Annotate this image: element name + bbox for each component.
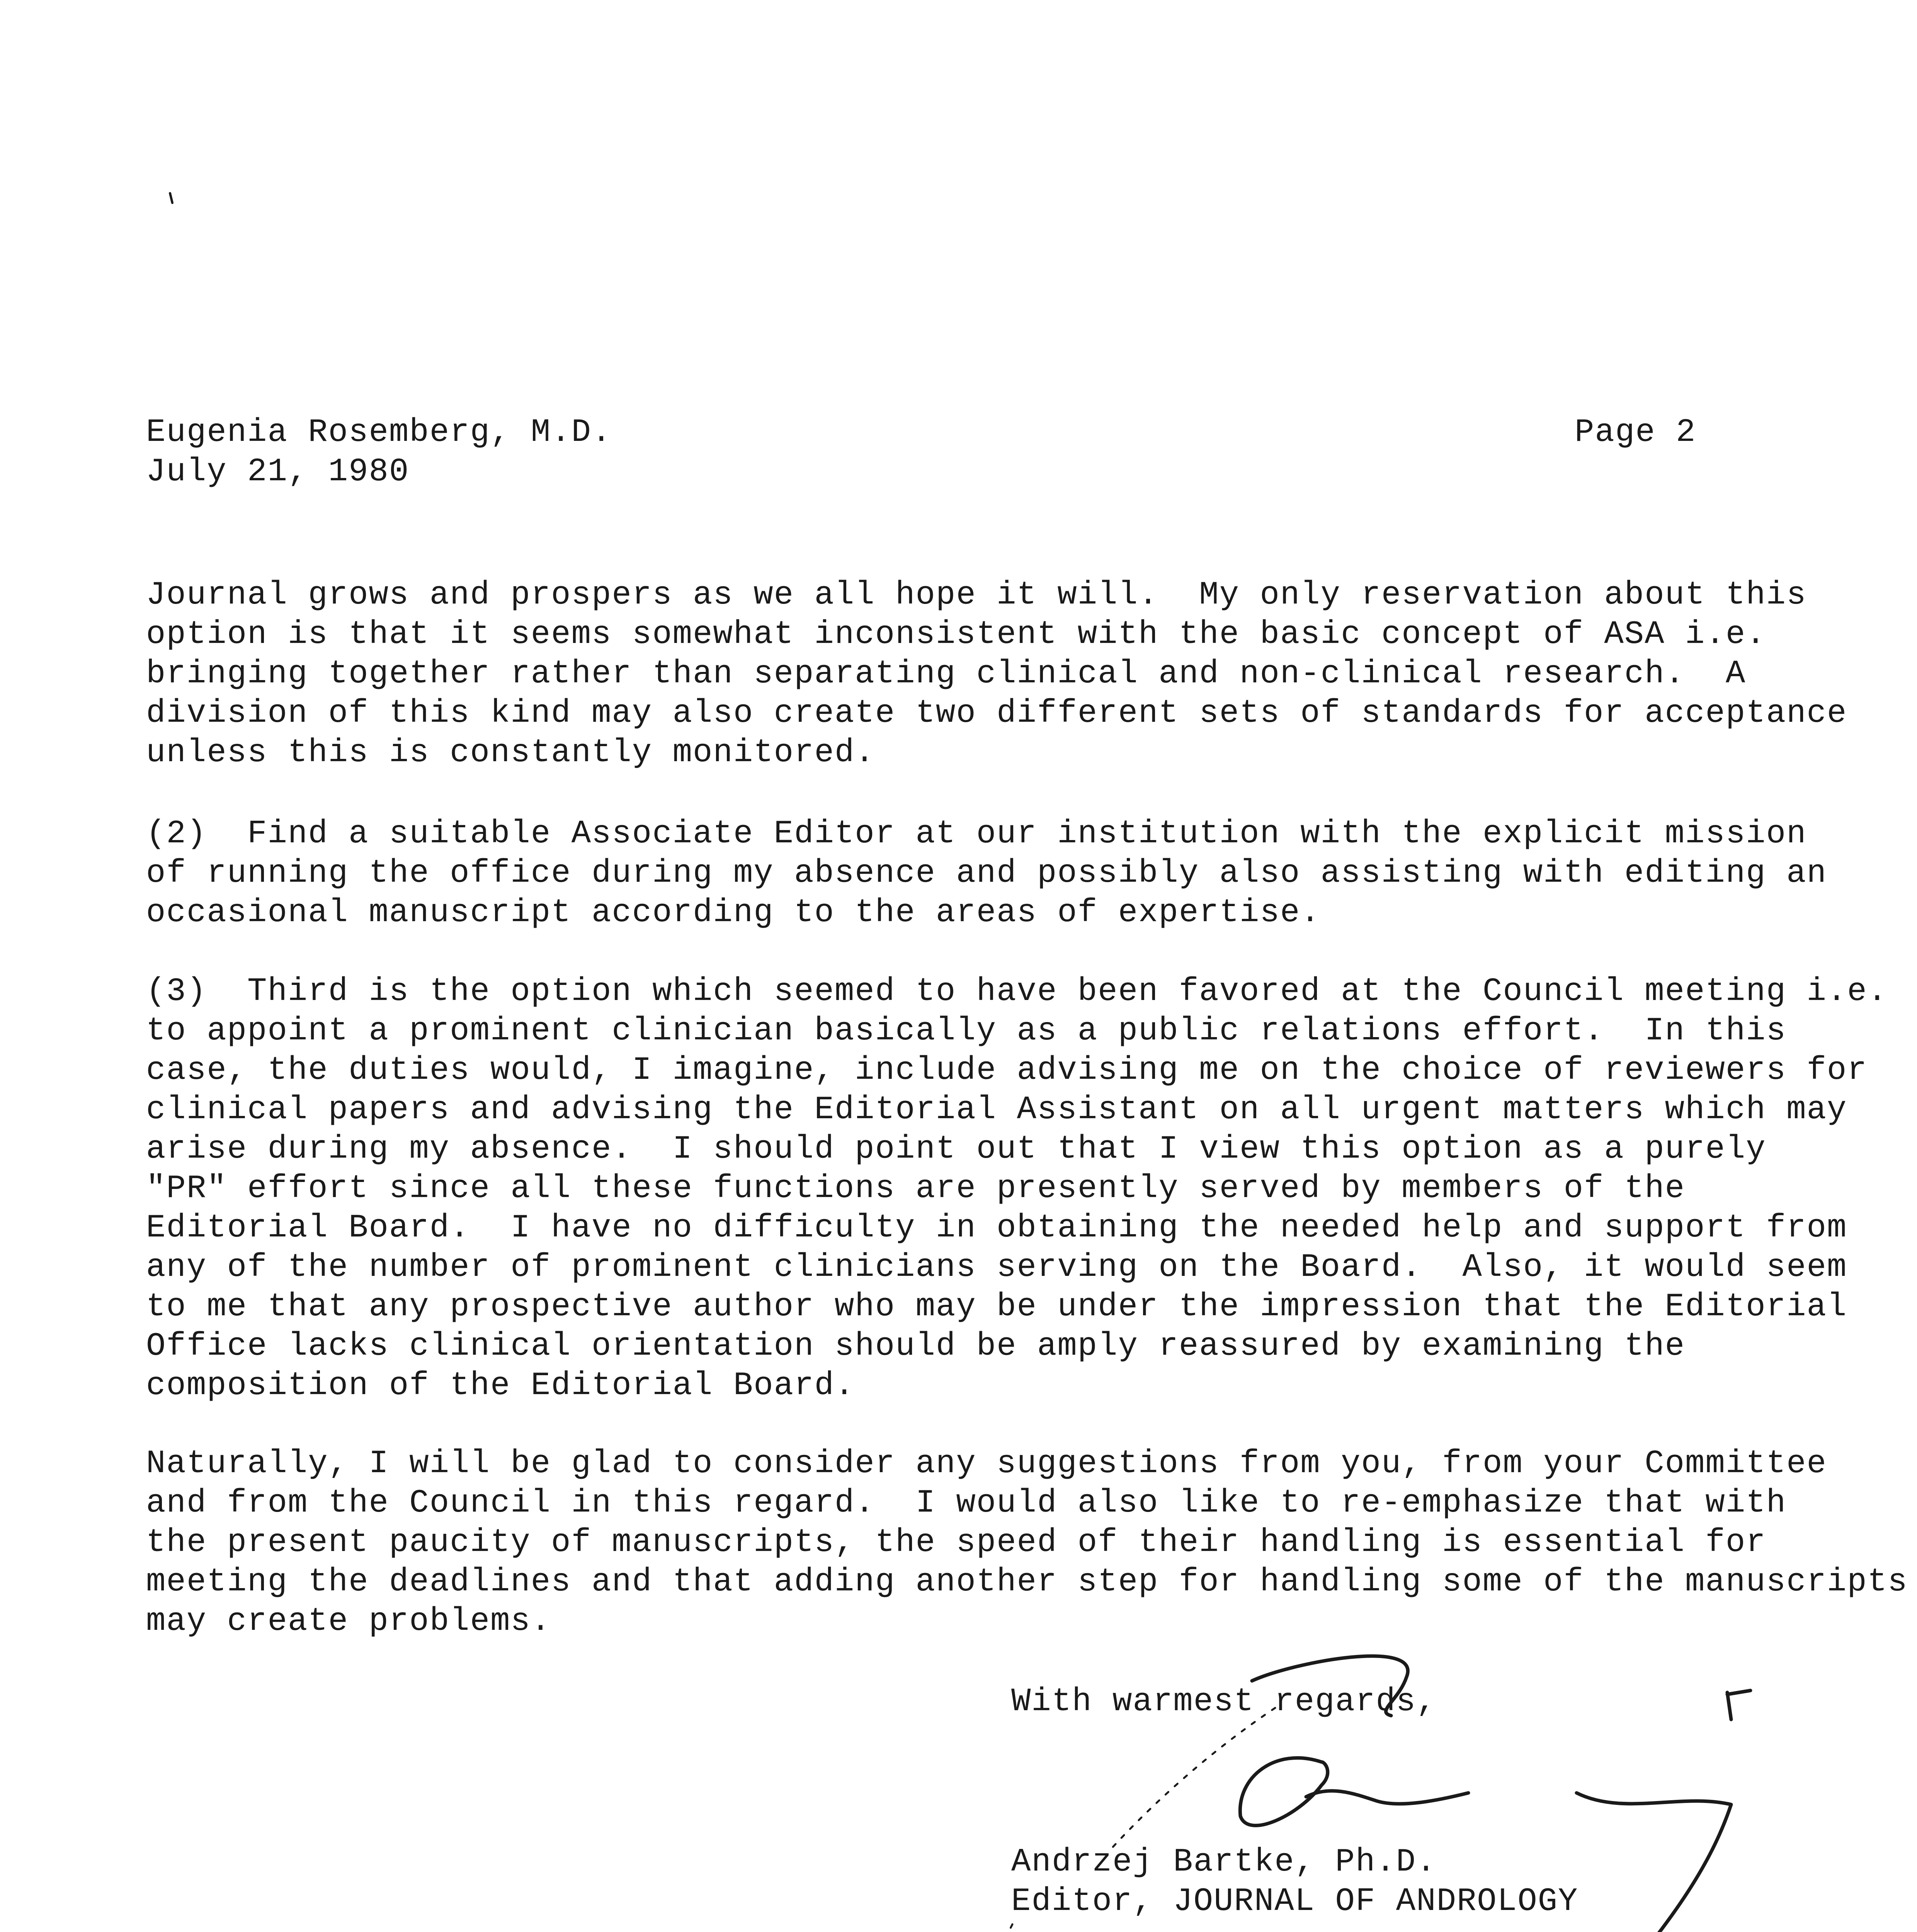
paragraph-3-line: arise during my absence. I should point out that I view this option as a purely	[146, 1131, 1766, 1168]
paragraph-3-line: (3) Third is the option which seemed to have been favored at the Council meeting i.e.	[146, 973, 1888, 1010]
recipient-name: Eugenia Rosemberg, M.D.	[146, 414, 612, 451]
paragraph-1-line: option is that it seems somewhat inconsistent with the basic concept of ASA i.e.	[146, 616, 1766, 653]
paragraph-1-line: bringing together rather than separating clinical and non-clinical research. A	[146, 656, 1746, 692]
paragraph-3-line: "PR" effort since all these functions are presently served by members of the	[146, 1170, 1686, 1207]
paragraph-4-line: the present paucity of manuscripts, the speed of their handling is essential for	[146, 1524, 1766, 1561]
paragraph-4-line: meeting the deadlines and that adding another step for handling some of the manuscripts	[146, 1564, 1908, 1600]
paragraph-4-line: Naturally, I will be glad to consider any suggestions from you, from your Committee	[146, 1446, 1827, 1482]
paragraph-1-line: unless this is constantly monitored.	[146, 735, 875, 771]
paragraph-1-line: Journal grows and prospers as we all hope it will. My only reservation about this	[146, 577, 1807, 614]
pen-mark	[1113, 1708, 1275, 1847]
paragraph-2-line: of running the office during my absence and possibly also assisting with editing an	[146, 855, 1827, 892]
paragraph-4	[146, 1444, 1908, 1641]
paragraph-3-line: Office lacks clinical orientation should be amply reassured by examining the	[146, 1328, 1686, 1365]
paragraph-2-line: (2) Find a suitable Associate Editor at our institution with the explicit mission	[146, 816, 1807, 852]
paragraph-1-line: division of this kind may also create two different sets of standards for acceptance	[146, 695, 1847, 732]
paragraph-2	[146, 815, 1869, 933]
paragraph-3-line: to me that any prospective author who may be under the impression that the Editorial	[146, 1289, 1847, 1325]
pen-mark	[170, 193, 172, 203]
page-number: Page 2	[1575, 414, 1696, 451]
letter-date: July 21, 1980	[146, 454, 410, 490]
signature-stroke	[1577, 1793, 1731, 1932]
paragraph-4-line: may create problems.	[146, 1603, 551, 1640]
paragraph-3-line: case, the duties would, I imagine, include advising me on the choice of reviewers for	[146, 1052, 1868, 1089]
signature-stroke	[1240, 1758, 1328, 1825]
paragraph-4-line: and from the Council in this regard. I would also like to re-emphasize that with	[146, 1485, 1787, 1522]
paragraph-2-line: occasional manuscript according to the areas of expertise.	[146, 895, 1321, 931]
pen-mark	[1727, 1690, 1750, 1719]
paragraph-3-line: to appoint a prominent clinician basically as a public relations effort. In this	[146, 1013, 1787, 1049]
paragraph-1	[146, 576, 1869, 773]
signer-name: Andrzej Bartke, Ph.D.	[1011, 1844, 1437, 1881]
paragraph-3	[146, 972, 1888, 1406]
paragraph-3-line: clinical papers and advising the Editorial Assistant on all urgent matters which may	[146, 1092, 1847, 1128]
signer-title: Editor, JOURNAL OF ANDROLOGY	[1011, 1883, 1579, 1920]
pen-mark	[966, 1924, 1012, 1932]
paragraph-3-line: composition of the Editorial Board.	[146, 1367, 855, 1404]
paragraph-3-line: any of the number of prominent clinicians serving on the Board. Also, it would seem	[146, 1249, 1847, 1286]
signature-stroke	[1306, 1791, 1468, 1804]
paragraph-3-line: Editorial Board. I have no difficulty in obtaining the needed help and support from	[146, 1210, 1847, 1247]
closing-salutation: With warmest regards,	[1011, 1684, 1437, 1720]
